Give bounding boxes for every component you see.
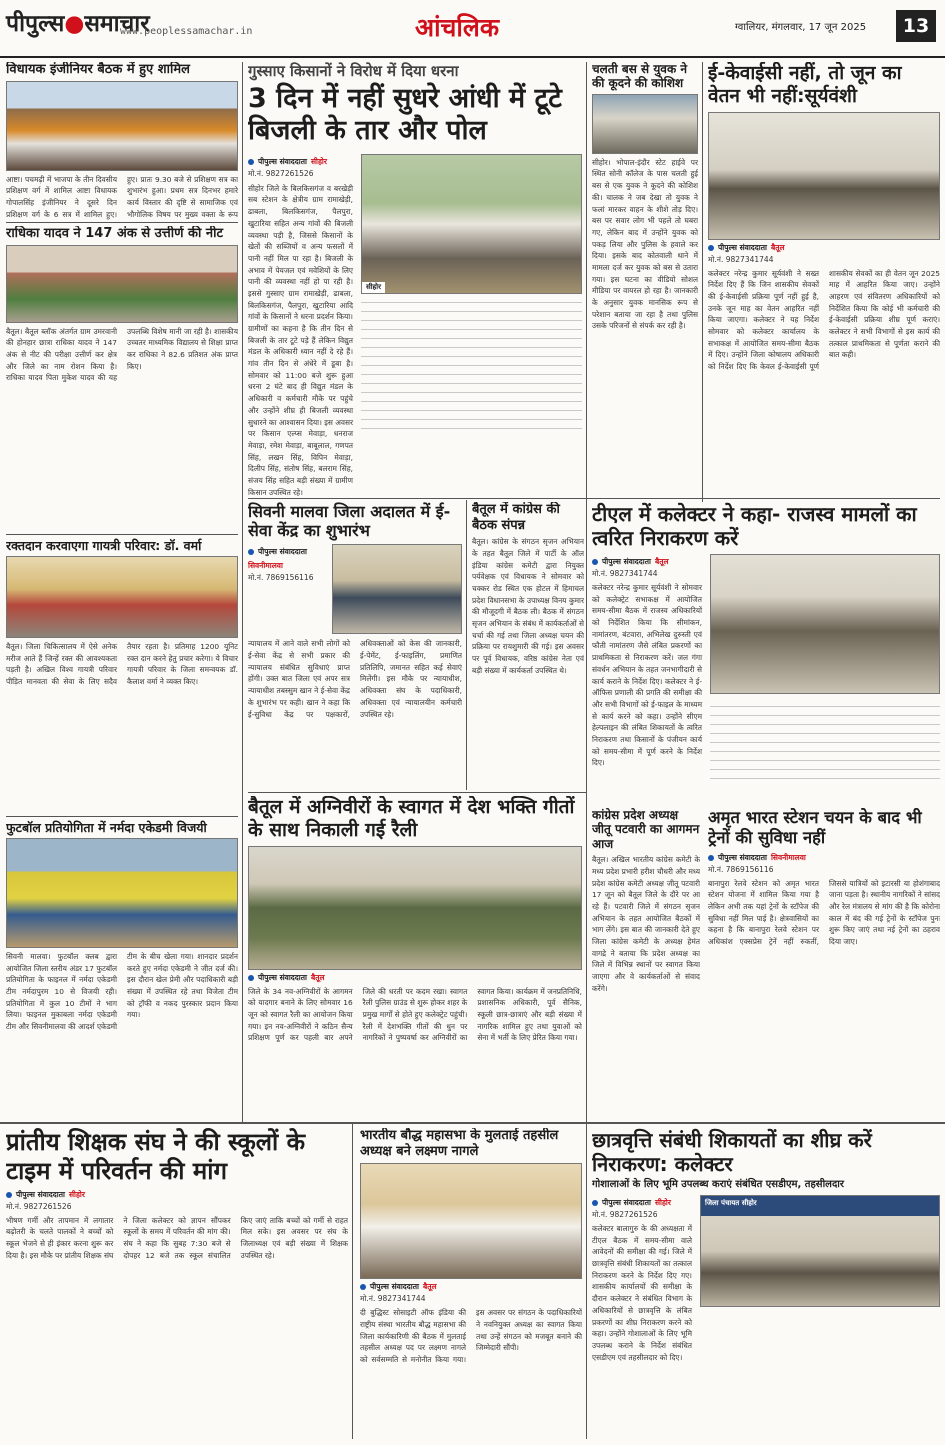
- story-neet-result[interactable]: [6, 226, 238, 532]
- body-text-continuation: [710, 699, 940, 779]
- headline: बैतूल में अग्निवीरों के स्वागत में देश भक्ति गीतों के साथ निकाली गई रैली: [248, 796, 575, 841]
- column-rule: [242, 62, 243, 1122]
- column-rule: [466, 500, 467, 790]
- reporter-mobile: मो.नं. 7869156116: [708, 864, 774, 874]
- story-body: सीहोर। भोपाल-इंदौर स्टेट हाईवे पर स्थित सोनी कॉलेज के पास चलती हुई बस से एक युवक ने कूदने की कोशिश की। चालक ने जब देखा तो युवक ने फलां मारकर वाहन के शीशे तोड़ दिए। बस पर सवार लोग भी पहले तो घबरा गए, लेकिन बाद में उन्होंने युवक को पकड़ लिया और पुलिस के हवाले कर दिया। इसके बाद कोतवाली थाने में मामला दर्ज कर युवक को बस से उतारा गया। इस घटना का वीडियो सोशल मीडिया पर वायरल हो रहा है। जानकारी के अनुसार युवक मानसिक रूप से परेशान बताया जा रहा है तथा पुलिस उसके परिजनों से संपर्क कर रही है।: [592, 157, 698, 331]
- masthead: [0, 0, 945, 58]
- news-photo: [708, 112, 940, 240]
- reporter-mobile: मो.नं. 9827341744: [592, 569, 658, 578]
- brand-part-b: समाचार: [84, 11, 150, 37]
- column-rule: [352, 1124, 353, 1439]
- story-body: भीषण गर्मी और तापमान में लगातार बढ़ोतरी के चलते पालकों ने बच्चों को स्कूल भेजने से ही इंकार करना शुरू कर दिया है। इस मौके पर प्रांतीय शिक्षक संघ ने जिला कलेक्टर को ज्ञापन सौंपकर स्कूलों के समय में परिवर्तन की मांग की। संघ ने कहा कि सुबह 7:30 बजे से दोपहर 12 बजे तक स्कूल संचालित किए जाएं ताकि बच्चों को गर्मी से राहत मिल सके। इस अवसर पर संघ के जिलाध्यक्ष एवं बड़ी संख्या में शिक्षक उपस्थित रहे।: [6, 1215, 348, 1260]
- story-ekyc-salary[interactable]: [708, 62, 940, 498]
- story-scholarship-complaints[interactable]: [592, 1128, 940, 1440]
- story-body: कलेक्टर बालागुरु के की अध्यक्षता में टीएल बैठक में समय-सीमा वाले आवेदनों की समीक्षा की गई। जिले में छात्रवृत्ति संबंधी शिकायतों का तत्काल निराकरण करने के निर्देश दिए गए। शासकीय कार्यालयों की समीक्षा के दौरान कलेक्टर ने संबंधित विभाग के अधिकारियों से छात्रवृत्ति के लंबित प्रकरणों का शीघ्र निराकरण करने को कहा। उन्होंने गोशालाओं के लिए भूमि उपलब्ध कराने के निर्देश संबंधित एसडीएम एवं तहसीलदार को दिए।: [592, 1224, 692, 1362]
- headline: भारतीय बौद्ध महासभा के मुलताई तहसील अध्यक्ष बने लक्ष्मण नागले: [360, 1128, 559, 1159]
- story-body: कलेक्टर नरेन्द्र कुमार सूर्यवंशी ने सख्त निर्देश दिए हैं कि जिन शासकीय सेवकों की ई-केवाईसी प्रक्रिया पूर्ण नहीं हुई है, उनके जून माह का वेतन आहरित नहीं किया जाएगा। कलेक्टर ने यह निर्देश सोमवार को कलेक्टर कार्यालय के सभाकक्ष में आयोजित समय-सीमा बैठक में दिए। उन्होंने जिला कोषालय अधिकारी को निर्देश दिए कि केवल ई-केवाईसी पूर्ण शासकीय सेवकों का ही वेतन जून 2025 माह में आहरित किया जाए। उन्होंने आहरण एवं संवितरण अधिकारियों को निर्देशित किया कि कोई भी कर्मचारी की ई-केवाईसी प्रक्रिया शीघ्र पूर्ण कराएं। कलेक्टर ने सभी विभागों से इस कार्य की तत्काल प्राथमिकता से पूर्णता कराने की बात कही।: [708, 268, 940, 372]
- reporter-mobile: मो.नं. 9827261526: [592, 1210, 658, 1219]
- story-rule: [6, 222, 238, 223]
- byline-author: पीपुल्स संवाददाता: [16, 1189, 65, 1199]
- byline: [6, 1190, 348, 1200]
- story-body: आष्टा। पचमढ़ी में भाजपा के तीन दिवसीय प्रशिक्षण वर्ग में शामिल आष्टा विधायक गोपालसिंह इंजीनियर ने दूसरे दिन प्रशिक्षण वर्ग के 6 सत्र में शामिल हुए। हुए। प्रातः 9.30 बजे से प्रशिक्षण सत्र का शुभारंभ हुआ। प्रथम सत्र दिनभर हमारे कार्य विस्तार की दृष्टि से सामाजिक एवं भौगोलिक विषय पर मुख्य वक्ता के रूप: [6, 174, 238, 219]
- column-rule: [586, 1124, 587, 1439]
- byline: [592, 1198, 692, 1208]
- story-body: बानापुरा रेलवे स्टेशन को अमृत भारत स्टेशन योजना में शामिल किया गया है लेकिन अभी तक यहां ट्रेनों के स्टॉपेज की सुविधा नहीं मिल पाई है। क्षेत्रवासियों का कहना है कि बानापुरा रेलवे स्टेशन पर अधिकांश एक्सप्रेस ट्रेनें नहीं रुकतीं, जिससे यात्रियों को इटारसी या होशंगाबाद जाना पड़ता है। स्थानीय नागरिकों ने सांसद और रेल मंत्रालय से मांग की है कि कोरोना काल में बंद की गई ट्रेनों के स्टॉपेज पुनः शुरू किए जाएं तथा नई ट्रेनों का ठहराव दिया जाए।: [708, 878, 940, 947]
- story-mla-meeting[interactable]: [6, 62, 238, 220]
- headline: बैतूल में कांग्रेस की बैठक संपन्न: [472, 502, 560, 533]
- story-football[interactable]: [6, 820, 238, 1120]
- headline: टीएल में कलेक्टर ने कहा- राजस्व मामलों का त्वरित निराकरण करें: [592, 502, 917, 550]
- headline: 3 दिन में नहीं सुधरे आंधी में टूटे बिजली के तार और पोल: [248, 83, 562, 147]
- headline: चलती बस से युवक ने की कूदने की कोशिश: [592, 62, 687, 91]
- story-amrit-bharat-station[interactable]: [708, 808, 940, 1122]
- news-photo: [6, 81, 238, 171]
- reporter-mobile: मो.नं. 7869156116: [248, 573, 314, 583]
- section-title: आंचलिक: [415, 13, 500, 42]
- story-body: बैतूल। अखिल भारतीय कांग्रेस कमेटी के मध्य प्रदेश प्रभारी हरीश चौधरी और मध्य प्रदेश कांग्रेस कमेटी अध्यक्ष जीतू पटवारी 17 जून को बैतूल जिले के दौरे पर आ रहे हैं। पटवारी जिले में संगठन सृजन अभियान के तहत आयोजित बैठकों में भाग लेंगे। इस बात की जानकारी देते हुए जिला कांग्रेस कमेटी के अध्यक्ष हेमंत वागद्रे ने बताया कि प्रदेश अध्यक्ष का जिले में विभिन्न स्थानों पर स्वागत किया जाएगा और वे कार्यकर्ताओं से संवाद करेंगे।: [592, 855, 700, 993]
- body-text-continuation: [361, 299, 582, 429]
- story-blood-donation[interactable]: [6, 538, 238, 814]
- news-photo: [360, 1163, 582, 1279]
- headline: ई-केवाईसी नहीं, तो जून का वेतन भी नहीं:सूर्यवंशी: [708, 62, 902, 107]
- news-photo: [332, 544, 462, 634]
- news-photo: [6, 838, 238, 948]
- news-photo: [6, 556, 238, 638]
- byline-place: बैतूल: [770, 242, 785, 252]
- dateline: ग्वालियर, मंगलवार, 17 जून 2025: [735, 22, 867, 33]
- byline-author: पीपुल्स संवाददाता: [718, 852, 767, 862]
- byline-place: बैतूल: [422, 1282, 437, 1292]
- location-pin-icon: [248, 159, 254, 165]
- kicker: गुस्साए किसानों ने विरोध में दिया धरना: [248, 62, 459, 80]
- story-body: बैतूल। बैतूल ब्लॉक अंतर्गत ग्राम उमरवानी की होनहार छात्रा राधिका यादव ने 147 अंक से नीट की परीक्षा उत्तीर्ण कर क्षेत्र और जिले का नाम रोशन किया है। राधिका यादव पिता मुकेश यादव की यह उपलब्धि विशेष मानी जा रही है। शासकीय उच्चतर माध्यमिक विद्यालय से शिक्षा प्राप्त कर राधिका ने 82.6 प्रतिशत अंक प्राप्त किए।: [6, 326, 238, 383]
- byline: [592, 557, 702, 567]
- headline: फुटबॉल प्रतियोगिता में नर्मदा एकेडमी विजयी: [6, 820, 207, 835]
- location-pin-icon: [248, 975, 254, 981]
- headline: कांग्रेस प्रदेश अध्यक्ष जीतू पटवारी का आगमन आज: [592, 808, 700, 851]
- photo-caption: जिला पंचायत सीहोर: [705, 1199, 757, 1207]
- column-rule: [586, 62, 587, 1122]
- page-number: 13: [896, 10, 936, 42]
- story-jitu-patwari-visit[interactable]: [592, 808, 700, 1122]
- headline: विधायक इंजीनियर बैठक में हुए शामिल: [6, 62, 190, 77]
- reporter-mobile: मो.नं. 9827261526: [248, 168, 314, 178]
- byline-place: सीहोर: [654, 1198, 671, 1207]
- byline-author: पीपुल्स संवाददाता: [602, 1198, 651, 1207]
- byline: [248, 547, 326, 571]
- headline: रक्तदान करवाएगा गायत्री परिवार: डॉ. वर्मा: [6, 538, 202, 553]
- byline-author: पीपुल्स संवाददाता: [258, 156, 307, 166]
- headline: छात्रवृत्ति संबंधी शिकायतों का शीघ्र करें निराकरण: कलेक्टर: [592, 1128, 872, 1176]
- news-photo: [6, 245, 238, 323]
- location-pin-icon: [708, 245, 714, 251]
- reporter-mobile: मो.नं. 9827341744: [360, 1294, 426, 1304]
- byline-author: पीपुल्स संवाददाता: [718, 242, 767, 252]
- story-body: कलेक्टर नरेन्द्र कुमार सूर्यवंशी ने सोमवार को कलेक्ट्रेट सभाकक्ष में आयोजित समय-सीमा बैठक में राजस्व अधिकारियों को निर्देशित किया कि सीमांकन, नामांतरण, बंटवारा, अभिलेख दुरुस्ती एवं फौती नामांतरण जैसे लंबित प्रकरणों का प्राथमिकता से निराकरण करें। जल गंगा संवर्धन अभियान के तहत जनभागीदारी से कार्य कराने के निर्देश दिए। कलेक्टर ने ई-ऑफिस प्रणाली की प्रगति की समीक्षा की और सभी विभागों को ई-फाइल के माध्यम से कार्य करने को कहा। उन्होंने सीएम हेल्पलाइन की लंबित शिकायतों के त्वरित निराकरण तथा किसानों के पंजीयन कार्य को समय-सीमा में पूर्ण करने के निर्देश दिए।: [592, 583, 702, 768]
- byline-place: सीहोर: [68, 1189, 85, 1199]
- story-body: दी बुद्धिस्ट सोसाइटी ऑफ इंडिया की राष्ट्रीय संस्था भारतीय बौद्ध महासभा की जिला कार्यकारिणी की बैठक में मुलताई तहसील अध्यक्ष पद पर लक्ष्मण नागले को सर्वसम्मति से मनोनीत किया गया। इस अवसर पर संगठन के पदाधिकारियों ने नवनियुक्त अध्यक्ष का स्वागत किया तथा उन्हें संगठन को मजबूत बनाने की जिम्मेदारी सौंपी।: [360, 1308, 582, 1364]
- brand-dot: ●: [64, 11, 85, 37]
- story-agniveer-rally[interactable]: [248, 796, 582, 1122]
- byline-place: बैतूल: [310, 972, 325, 982]
- website-url[interactable]: www.peoplessamachar.in: [120, 26, 253, 37]
- column-rule: [702, 62, 703, 502]
- story-congress-meeting[interactable]: [472, 502, 584, 790]
- story-bus-jump[interactable]: [592, 62, 698, 498]
- location-pin-icon: [708, 855, 714, 861]
- story-body: न्यायालय में आने वाले सभी लोगों को ई-सेवा केंद्र से सभी प्रकार की न्यायालय संबंधित सुविधाएं प्राप्त होंगी। उक्त बात जिला एवं अपर सत्र न्यायाधीश तबस्सुम खान ने ई-सेवा केंद्र के शुभारंभ पर कही। खान ने कहा कि ई-सुविधा केंद्र पर पक्षकारों, अधिवक्ताओं को केस की जानकारी, ई-पेमेंट, ई-फाइलिंग, प्रमाणित प्रतिलिपि, जमानत सहित कई सेवाएं मिलेंगी। इस मौके पर न्यायाधीश, अधिवक्ता संघ के पदाधिकारी, अधिवक्ता एवं न्यायालयीन कर्मचारी उपस्थित रहे।: [248, 639, 462, 719]
- story-teachers-union[interactable]: [6, 1128, 348, 1440]
- byline: [708, 853, 940, 863]
- byline: [708, 243, 940, 253]
- byline: [248, 973, 582, 983]
- location-pin-icon: [592, 1200, 598, 1206]
- news-photo: [361, 154, 582, 294]
- headline: सिवनी मालवा जिला अदालत में ई-सेवा केंद्र का शुभारंभ: [248, 502, 451, 541]
- location-pin-icon: [360, 1284, 366, 1290]
- story-rule: [6, 534, 238, 535]
- story-rule: [6, 816, 238, 817]
- story-body: जिले के 34 नव-अग्निवीरों के आगमन को यादगार बनाने के लिए सोमवार 16 जून को स्वागत रैली का आयोजन किया गया। इन नव-अग्निवीरों ने कठिन सैन्य प्रशिक्षण पूर्ण कर पहली बार अपने जिले की धरती पर कदम रखा। स्वागत रैली पुलिस ग्राउंड से शुरू होकर शहर के प्रमुख मार्गों से होते हुए कलेक्ट्रेट पहुंची। रैली में देशभक्ति गीतों की धुन पर नागरिकों ने पुष्पवर्षा कर अग्निवीरों का स्वागत किया। कार्यक्रम में जनप्रतिनिधि, प्रशासनिक अधिकारी, पूर्व सैनिक, स्कूली छात्र-छात्राएं और बड़ी संख्या में नागरिक शामिल हुए तथा युवाओं को सेना में भर्ती के लिए प्रेरित किया गया।: [248, 986, 582, 1043]
- news-photo: [248, 846, 582, 970]
- story-buddhist-mahasabha[interactable]: [360, 1128, 582, 1440]
- location-pin-icon: [592, 559, 598, 565]
- photo-caption: सीहोर: [362, 282, 385, 293]
- byline-place: बैतूल: [654, 557, 669, 566]
- story-body-col1: सीहोर जिले के बिलकिसगंज व बरखेड़ी सब स्टेशन के क्षेत्रीय ग्राम रामाखेड़ी, ढाबला, बिलकिसगंज, पैलपुरा, खुटारिया सहित अन्य गांवों की बिजली व्यवस्था पड़ी है, जिससे किसानों के खेतों की सब्जियों व अन्य फसलों में पानी नहीं मिल पा रहा है। बिजली के अभाव में पेयजल एवं मवेशियों के लिए पानी की व्यवस्था नहीं हो पा रही है। इससे गुस्साए ग्राम रामाखेड़ी, ढाबला, बिलकिसगंज, पैलपुरा, खुटारिया आदि गांवों के किसानों ने धरना प्रदर्शन किया। ग्रामीणों का कहना है कि तीन दिन से बिजली के तार टूटे पड़े हैं लेकिन विद्युत मंडल के अधिकारी ध्यान नहीं दे रहे हैं। गांव तीन दिन से अंधेरे में डूबा है। सोमवार को 11:00 बजे शुरू हुआ धरना 2 घंटे बाद ही विद्युत मंडल के अधिकारी व कर्मचारी मौके पर पहुंचे और उन्होंने शीघ्र ही बिजली व्यवस्था सुधारने का आश्वासन दिया। इस अवसर पर किसान एल्प्स मेवाड़ा, धनराज मेवाड़ा, रमेश मेवाड़ा, बाबूलाल, गणपत सिंह, लखन सिंह, विपिन मेवाड़ा, दिलीप सिंह, संतोष सिंह, बलराम सिंह, संजय सिंह सहित बड़ी संख्या में ग्रामीण किसान उपस्थित रहे।: [248, 183, 353, 496]
- headline: अमृत भारत स्टेशन चयन के बाद भी ट्रेनों की सुविधा नहीं: [708, 808, 922, 847]
- location-pin-icon: [248, 549, 254, 555]
- reporter-mobile: मो.नं. 9827261526: [6, 1201, 72, 1211]
- section-rule: [0, 1122, 945, 1124]
- byline-place: सीहोर: [310, 156, 327, 166]
- byline: [360, 1282, 582, 1292]
- headline: राधिका यादव ने 147 अंक से उत्तीर्ण की नीट: [6, 226, 224, 241]
- story-farmers-protest[interactable]: [248, 62, 582, 496]
- byline-author: पीपुल्स संवाददाता: [602, 557, 651, 566]
- byline-author: पीपुल्स संवाददाता: [258, 972, 307, 982]
- location-pin-icon: [6, 1192, 12, 1198]
- byline: [248, 157, 353, 167]
- brand-part-a: पीपुल्स: [6, 11, 65, 37]
- story-rule: [248, 498, 940, 499]
- byline-author: पीपुल्स संवाददाता: [370, 1282, 419, 1292]
- story-e-seva-kendra[interactable]: [248, 502, 462, 790]
- byline-author: पीपुल्स संवाददाता: [258, 547, 307, 557]
- news-photo: [700, 1195, 940, 1307]
- story-rule: [248, 792, 586, 793]
- headline: प्रांतीय शिक्षक संघ ने की स्कूलों के टाइम में परिवर्तन की मांग: [6, 1128, 306, 1185]
- news-photo: [592, 94, 698, 154]
- news-photo: [710, 554, 940, 694]
- story-body: बैतूल। जिला चिकित्सालय में ऐसे अनेक मरीज आते हैं जिन्हें रक्त की आवश्यकता पड़ती है। अखिल विश्व गायत्री परिवार पीड़ित मानवता की सेवा के लिए सदैव तैयार रहता है। प्रतिमाह 1200 यूनिट रक्त दान करने हेतु प्रचार करेगा। ये विचार गायत्री परिवार के जिला समन्वयक डॉ. कैलाश वर्मा ने व्यक्त किए।: [6, 642, 238, 687]
- story-revenue-cases[interactable]: [592, 502, 940, 802]
- reporter-mobile: मो.नं. 9827341744: [708, 254, 774, 264]
- subheadline: गोशालाओं के लिए भूमि उपलब्ध कराएं संबंधित एसडीएम, तहसीलदार: [592, 1179, 844, 1190]
- byline-place: सिवनीमालवा: [248, 561, 283, 571]
- byline-place: सिवनीमालवा: [770, 852, 806, 862]
- story-body: बैतूल। कांग्रेस के संगठन सृजन अभियान के तहत बैतूल जिले में पार्टी के ऑल इंडिया कांग्रेस कमेटी द्वारा नियुक्त पर्यवेक्षक एवं विधायक ने सोमवार को चक्कर रोड स्थित एक होटल में हिमाचल प्रदेश विधानसभा के उपाध्यक्ष विनय कुमार की मौजूदगी में बैठक ली। बैठक में संगठन सृजन अभियान के संबंध में कार्यकर्ताओं से चर्चा की गई तथा जिला अध्यक्ष चयन की प्रक्रिया पर रायशुमारी की गई। इस अवसर पर पूर्व विधायक, वरिष्ठ कांग्रेस नेता एवं बड़ी संख्या में कार्यकर्ता उपस्थित थे।: [472, 537, 584, 675]
- story-body: सिवनी मालवा। फुटबॉल क्लब द्वारा आयोजित जिला स्तरीय अंडर 17 फुटबॉल प्रतियोगिता के फाइनल में नर्मदा एकेडमी टीम नर्मदापुरम 10 से विजयी रही। प्रतियोगिता में कुल 10 टीमों ने भाग लिया। फाइनल मुकाबला नर्मदा एकेडमी टीम और सिवनीमालवा की आदर्श एकेडमी टीम के बीच खेला गया। शानदार प्रदर्शन करते हुए नर्मदा एकेडमी ने जीत दर्ज की। इस दौरान खेल प्रेमी और पदाधिकारी बड़ी संख्या में उपस्थित रहे तथा विजेता टीम को ट्रॉफी व नकद पुरस्कार प्रदान किया गया।: [6, 952, 238, 1032]
